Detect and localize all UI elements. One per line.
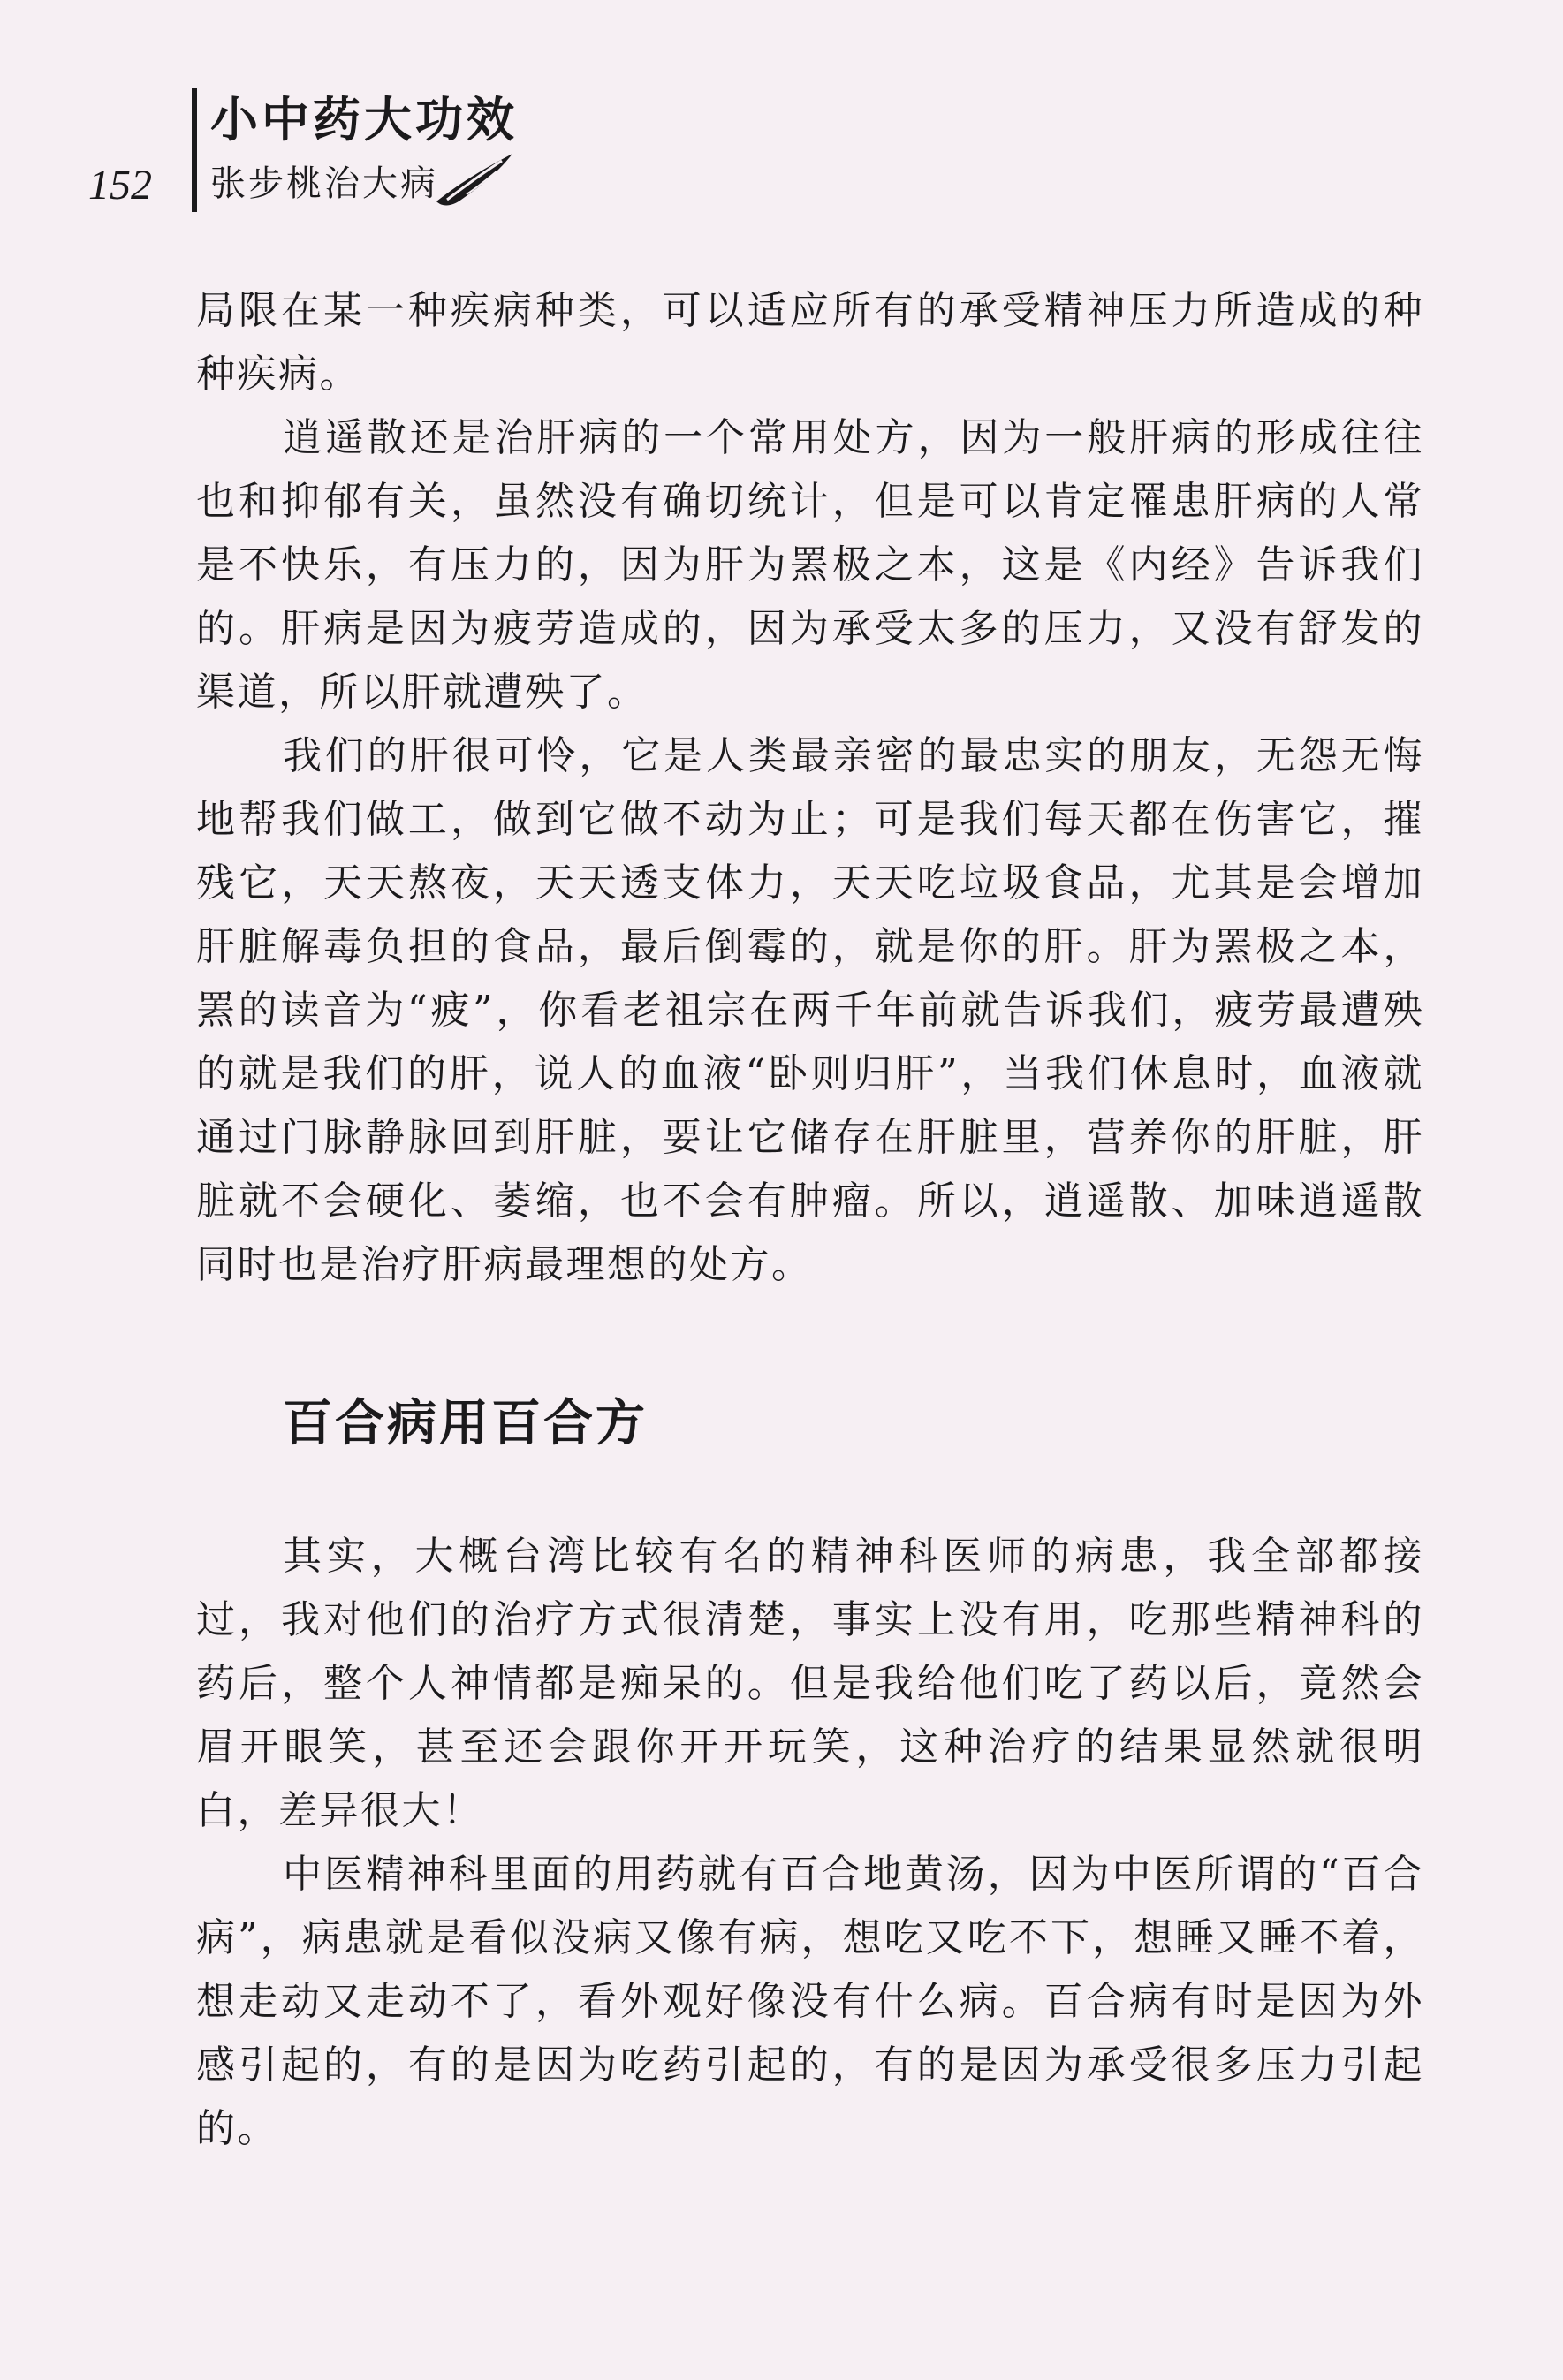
section-heading: 百合病用百合方: [283, 1395, 648, 1452]
body-paragraph-2: 逍遥散还是治肝病的一个常用处方，因为一般肝病的形成往往也和抑郁有关，虽然没有确切统计，但是可以肯定罹患肝病的人常是不快乐，有压力的，因为肝为罴极之本，这是《内经》告诉我们的。肝病是因为疲劳造成的，因为承受太多的压力，又没有舒发的渠道，所以肝就遭殃了。: [196, 415, 1424, 715]
page-number: 152: [88, 162, 152, 208]
book-subtitle: 张步桃治大病: [210, 163, 438, 204]
section-paragraph-2: 中医精神科里面的用药就有百合地黄汤，因为中医所谓的“百合病”，病患就是看似没病又像有病，想吃又吃不下，想睡又睡不着，想走动又走动不了，看外观好像没有什么病。百合病有时是因为外感引起的，有的是因为吃药引起的，有的是因为承受很多压力引起的。: [196, 1852, 1424, 2151]
header-divider: [192, 88, 197, 212]
book-title: 小中药大功效: [210, 92, 518, 148]
body-paragraph-1: 局限在某一种疾病种类，可以适应所有的承受精神压力所造成的种种疾病。: [196, 288, 1424, 397]
brush-logo-icon: [431, 148, 518, 212]
section-paragraph-1: 其实，大概台湾比较有名的精神科医师的病患，我全部都接过，我对他们的治疗方式很清楚，事实上没有用，吃那些精神科的药后，整个人神情都是痴呆的。但是我给他们吃了药以后，竟然会眉开眼笑，甚至还会跟你开开玩笑，这种治疗的结果显然就很明白，差异很大！: [196, 1534, 1424, 1833]
body-paragraph-3: 我们的肝很可怜，它是人类最亲密的最忠实的朋友，无怨无悔地帮我们做工，做到它做不动为止；可是我们每天都在伤害它，摧残它，天天熬夜，天天透支体力，天天吃垃圾食品，尤其是会增加肝脏解毒负担的食品，最后倒霉的，就是你的肝。肝为罴极之本，罴的读音为“疲”，你看老祖宗在两千年前就告诉我们，疲劳最遭殃的就是我们的肝，说人的血液“卧则归肝”，当我们休息时，血液就通过门脉静脉回到肝脏，要让它储存在肝脏里，营养你的肝脏，肝脏就不会硬化、萎缩，也不会有肿瘤。所以，逍遥散、加味逍遥散同时也是治疗肝病最理想的处方。: [196, 733, 1424, 1287]
